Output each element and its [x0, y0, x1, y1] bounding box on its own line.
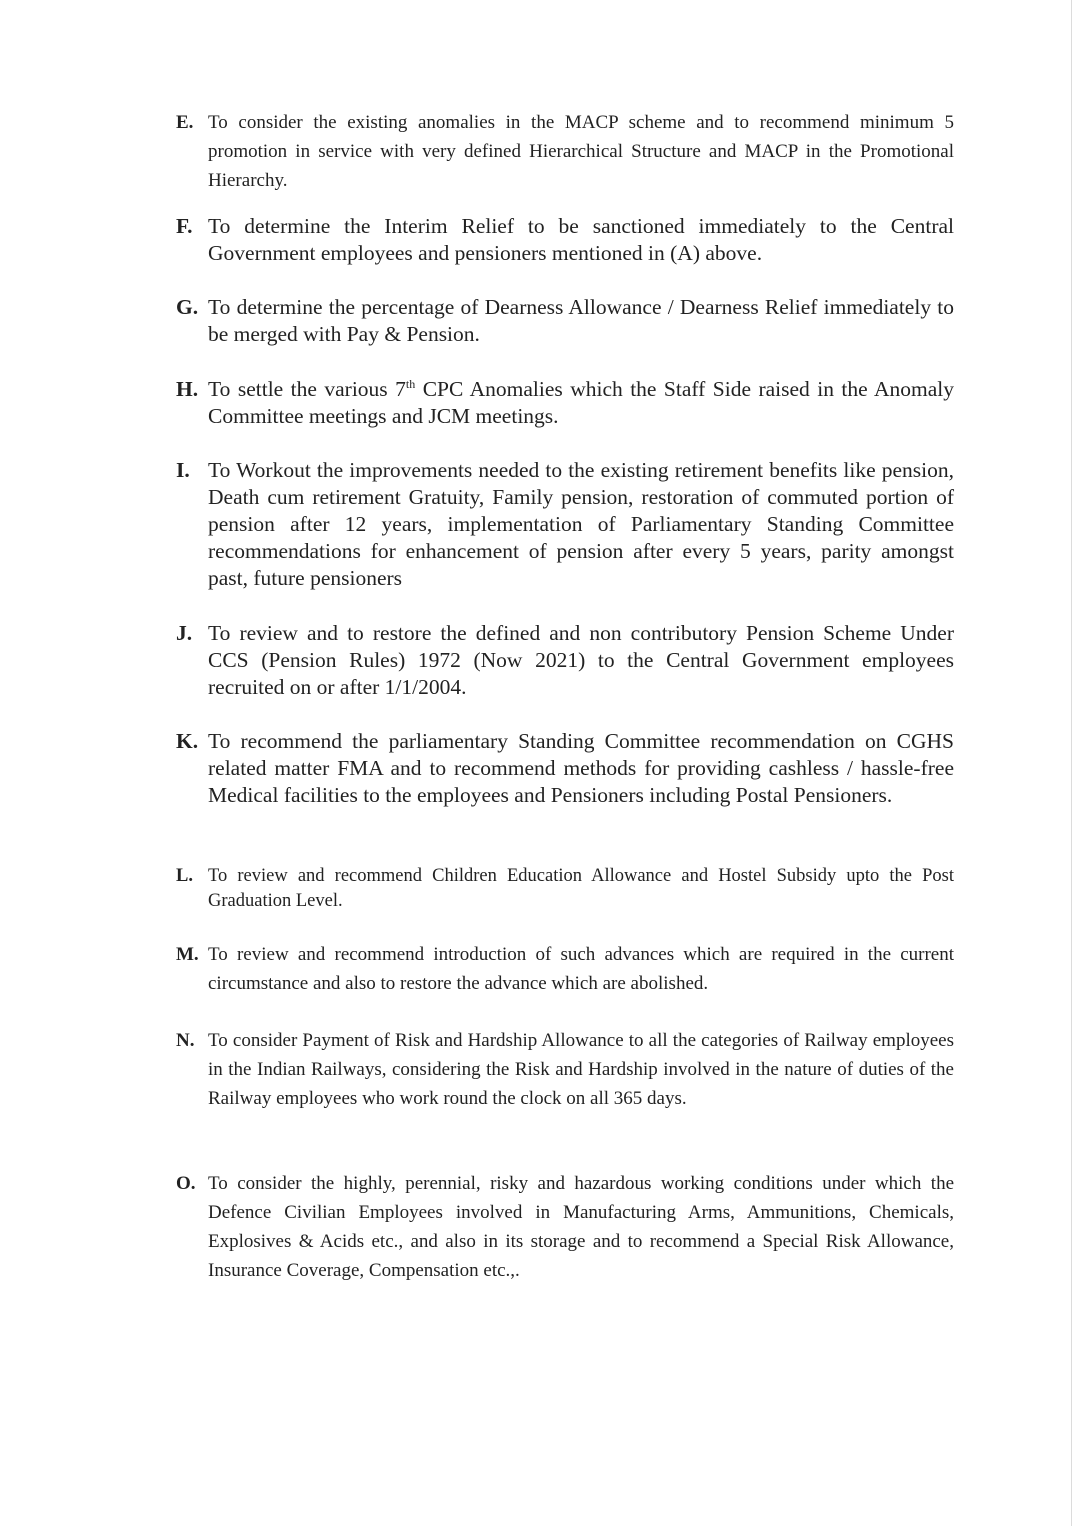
- item-text: To consider Payment of Risk and Hardship Allowance to all the categories of Railway employees in the Indian Railways, considering the Risk and Hardship involved in the nature of duties of the Railway employees who work round the clock on all 365 days.: [208, 1030, 954, 1109]
- item-letter: L.: [176, 866, 193, 886]
- item-text: To consider the existing anomalies in the MACP scheme and to recommend minimum 5 promotion in service with very defined Hierarchical Structure and MACP in the Promotional Hierarchy.: [208, 112, 954, 191]
- item-letter: H.: [176, 377, 199, 401]
- list-item-o: [176, 1169, 954, 1285]
- list-item-f: [176, 213, 954, 267]
- list-item-l: [176, 864, 954, 914]
- item-text: To review and to restore the defined and non contributory Pension Scheme Under CCS (Pension Rules) 1972 (Now 2021) to the Central Government employees recruited on or after 1/1/2004.: [208, 621, 954, 699]
- list-item-k: [176, 728, 954, 809]
- item-letter: I.: [176, 458, 190, 482]
- item-text: To determine the percentage of Dearness Allowance / Dearness Relief immediately to be merged with Pay & Pension.: [208, 295, 954, 346]
- list-item-n: [176, 1026, 954, 1113]
- item-text-after: CPC Anomalies which the Staff Side raised in the Anomaly Committee meetings and JCM meetings.: [208, 377, 954, 428]
- list-item-g: [176, 294, 954, 348]
- list-item-j: [176, 620, 954, 701]
- item-text: To recommend the parliamentary Standing Committee recommendation on CGHS related matter FMA and to recommend methods for providing cashless / hassle-free Medical facilities to the employees and Pensioners including Postal Pensioners.: [208, 729, 954, 807]
- item-text: To Workout the improvements needed to the existing retirement benefits like pension, Death cum retirement Gratuity, Family pension, restoration of commuted portion of pension after 12 years, implementation of Parliamentary Standing Committee recommendations for enhancement of pension after every 5 years, parity amongst past, future pensioners: [208, 458, 954, 590]
- list-item-e: [176, 108, 954, 195]
- list-item-h: [176, 376, 954, 430]
- item-letter: O.: [176, 1173, 196, 1194]
- item-letter: M.: [176, 944, 199, 965]
- item-text: To review and recommend introduction of such advances which are required in the current circumstance and also to restore the advance which are abolished.: [208, 944, 954, 994]
- item-letter: J.: [176, 621, 193, 645]
- item-text: To consider the highly, perennial, risky and hazardous working conditions under which the Defence Civilian Employees involved in Manufacturing Arms, Ammunitions, Chemicals, Explosives & Acids etc., and also in its storage and to recommend a Special Risk Allowance, Insurance Coverage, Compensation etc.,.: [208, 1173, 954, 1281]
- list-item-i: [176, 457, 954, 592]
- item-text: To determine the Interim Relief to be sanctioned immediately to the Central Government employees and pensioners mentioned in (A) above.: [208, 214, 954, 265]
- superscript-th: th: [405, 376, 416, 391]
- item-letter: G.: [176, 295, 199, 319]
- item-letter: E.: [176, 112, 194, 133]
- item-letter: F.: [176, 214, 193, 238]
- item-letter: N.: [176, 1030, 195, 1051]
- list-item-m: [176, 940, 954, 998]
- item-text: [208, 376, 954, 430]
- item-letter: K.: [176, 729, 199, 753]
- item-text: To review and recommend Children Education Allowance and Hostel Subsidy upto the Post Graduation Level.: [208, 866, 954, 911]
- item-text-before: To settle the various 7: [208, 377, 406, 401]
